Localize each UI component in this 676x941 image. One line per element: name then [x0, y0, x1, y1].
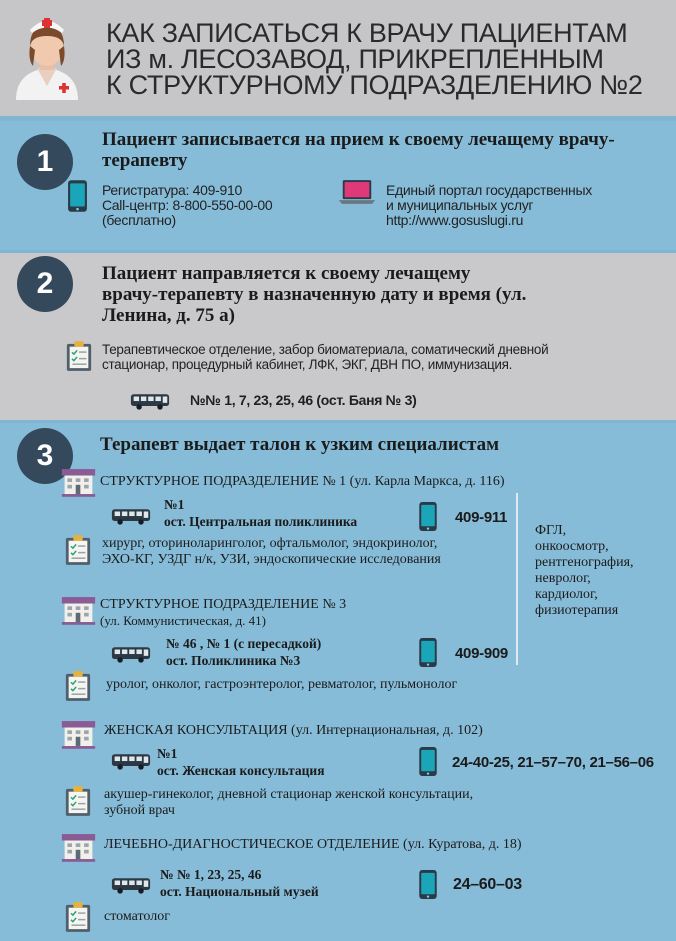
bus-line: №1 — [164, 497, 185, 512]
step-number-badge: 2 — [17, 256, 73, 312]
step-number-badge: 1 — [17, 134, 73, 190]
portal-name-cont: и муниципальных услуг — [386, 197, 534, 213]
laptop-icon — [338, 179, 376, 206]
services-line: акушер-гинеколог, дневной стационар женской консультации, — [104, 787, 474, 802]
unit-name: ЛЕЧЕБНО-ДИАГНОСТИЧЕСКОЕ ОТДЕЛЕНИЕ (ул. Куратова, д. 18) — [104, 837, 522, 852]
bus-info — [160, 866, 319, 900]
phone-icon — [418, 869, 438, 900]
step-number-badge: 3 — [17, 428, 73, 484]
phone-icon — [418, 746, 438, 777]
step-2-section — [0, 253, 676, 420]
bus-icon — [111, 507, 151, 526]
step-title-line: Пациент направляется к своему лечащему — [102, 263, 471, 284]
side-service: рентгенография, — [535, 555, 634, 570]
services-list — [106, 677, 457, 693]
unit-name: СТРУКТУРНОЕ ПОДРАЗДЕЛЕНИЕ № 1 (ул. Карла Маркса, д. 116) — [100, 474, 505, 489]
call-center-phone: Call-центр: 8-800-550-00-00 — [102, 197, 273, 213]
clipboard-icon — [64, 534, 92, 566]
side-service: кардиолог, — [535, 587, 598, 602]
bus-stop: ост. Женская консультация — [157, 763, 325, 778]
unit-phone: 24-40-25, 21–57–70, 21–56–06 — [452, 754, 654, 771]
phone-icon — [418, 637, 438, 668]
unit-name-line: СТРУКТУРНОЕ ПОДРАЗДЕЛЕНИЕ № 3 — [100, 597, 347, 612]
bus-routes: №№ 1, 7, 23, 25, 46 (ост. Баня № 3) — [190, 392, 417, 408]
portal-info — [386, 183, 592, 228]
unit-phone: 24–60–03 — [453, 876, 522, 893]
step-title-line: Ленина, д. 75 а) — [102, 305, 235, 326]
services-list — [104, 787, 473, 819]
services-line: ЭХО-КГ, УЗДГ н/к, УЗИ, эндоскопические исследования — [102, 552, 441, 567]
services-line: Терапевтическое отделение, забор биоматериала, соматический дневной — [102, 342, 549, 357]
nurse-icon — [6, 10, 88, 102]
contact-info — [102, 183, 272, 228]
services-list — [104, 909, 170, 925]
clipboard-icon — [65, 340, 93, 372]
services-line: зубной врач — [104, 803, 175, 818]
page-title — [106, 20, 666, 98]
services-line: хирург, оториноларинголог, офтальмолог, эндокринолог, — [102, 536, 438, 551]
header — [0, 0, 676, 116]
bus-icon — [111, 752, 151, 771]
side-service: онкоосмотр, — [535, 539, 609, 554]
clipboard-icon — [64, 670, 92, 702]
side-service: ФГЛ, — [535, 523, 567, 538]
step-title — [102, 263, 662, 326]
free-note: (бесплатно) — [102, 212, 176, 228]
clipboard-icon — [64, 901, 92, 933]
unit-name: ЖЕНСКАЯ КОНСУЛЬТАЦИЯ (ул. Интернациональная, д. 102) — [104, 723, 483, 738]
step-title: Терапевт выдает талон к узким специалистам — [100, 434, 500, 455]
building-icon — [60, 832, 97, 862]
clipboard-icon — [64, 785, 92, 817]
step-3-section — [0, 423, 676, 941]
bus-icon — [111, 876, 151, 895]
phone-icon — [67, 179, 88, 213]
portal-link[interactable]: http://www.gosuslugi.ru — [386, 212, 524, 228]
step-title: Пациент записывается на прием к своему лечащему врачу-терапевту — [102, 129, 615, 171]
step-1-section — [0, 121, 676, 250]
registry-phone: Регистратура: 409-910 — [102, 182, 242, 198]
bus-info — [166, 635, 321, 669]
step-title-line: врачу-терапевту в назначенную дату и время (ул. — [102, 284, 527, 305]
building-icon — [60, 595, 97, 625]
common-services — [535, 523, 634, 619]
title-line: К СТРУКТУРНОМУ ПОДРАЗДЕЛЕНИЮ №2 — [106, 70, 643, 100]
services-line: стоматолог — [104, 909, 170, 924]
unit-address-line: (ул. Коммунистическая, д. 41) — [100, 613, 267, 628]
bus-info — [157, 745, 325, 779]
building-icon — [60, 719, 97, 749]
title-line: ИЗ м. ЛЕСОЗАВОД, ПРИКРЕПЛЕННЫМ — [106, 44, 604, 74]
bus-stop: ост. Национальный музей — [160, 884, 319, 899]
services-list — [102, 342, 548, 372]
bus-line: №1 — [157, 746, 178, 761]
bus-line: № 46 , № 1 (с пересадкой) — [166, 636, 322, 651]
unit-name — [100, 597, 346, 629]
services-line: стационар, процедурный кабинет, ЛФК, ЭКГ, ДВН ПО, иммунизация. — [102, 357, 513, 372]
unit-phone: 409-911 — [455, 509, 508, 526]
title-line: КАК ЗАПИСАТЬСЯ К ВРАЧУ ПАЦИЕНТАМ — [106, 18, 628, 48]
phone-icon — [418, 501, 438, 532]
services-line: уролог, онколог, гастроэнтеролог, ревматолог, пульмонолог — [106, 677, 458, 692]
services-list — [102, 536, 441, 568]
bus-stop: ост. Центральная поликлиника — [164, 514, 358, 529]
bus-icon — [111, 645, 151, 664]
bus-stop: ост. Поликлиника №3 — [166, 653, 301, 668]
building-icon — [60, 467, 97, 497]
bus-line: № № 1, 23, 25, 46 — [160, 867, 262, 882]
side-service: невролог, — [535, 571, 591, 586]
bus-icon — [130, 392, 170, 411]
divider — [516, 493, 518, 665]
bus-info — [164, 496, 357, 530]
unit-phone: 409-909 — [455, 645, 508, 662]
side-service: физиотерапия — [535, 603, 619, 618]
portal-name: Единый портал государственных — [386, 182, 592, 198]
